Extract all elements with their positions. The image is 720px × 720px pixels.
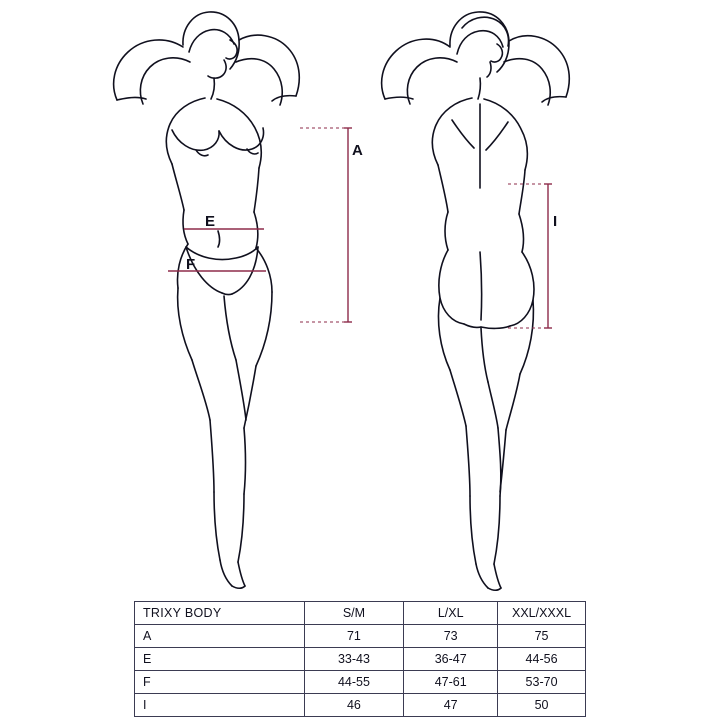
size-table <box>134 601 586 717</box>
cell-e-lxl: 36-47 <box>404 648 498 671</box>
measurement-label-i: I <box>553 213 558 230</box>
cell-e-sm: 33-43 <box>304 648 404 671</box>
table-header-product: TRIXY BODY <box>135 602 305 625</box>
cell-i-xxl: 50 <box>498 694 586 717</box>
cell-i-sm: 46 <box>304 694 404 717</box>
row-label-a: A <box>135 625 305 648</box>
cell-f-lxl: 47-61 <box>404 671 498 694</box>
table-row <box>135 648 586 671</box>
guide-lines-back <box>508 184 552 328</box>
guide-lines-front <box>168 128 352 322</box>
cell-f-xxl: 53-70 <box>498 671 586 694</box>
table-header-row <box>135 602 586 625</box>
table-row <box>135 625 586 648</box>
front-figure <box>114 12 300 588</box>
cell-f-sm: 44-55 <box>304 671 404 694</box>
row-label-f: F <box>135 671 305 694</box>
table-header-size-sm: S/M <box>304 602 404 625</box>
back-figure <box>382 12 570 590</box>
cell-i-lxl: 47 <box>404 694 498 717</box>
measurement-label-f: F <box>186 256 196 273</box>
measurement-label-e: E <box>205 213 216 230</box>
table-header-size-xxl: XXL/XXXL <box>498 602 586 625</box>
cell-a-sm: 71 <box>304 625 404 648</box>
table-row <box>135 671 586 694</box>
row-label-i: I <box>135 694 305 717</box>
table-row <box>135 694 586 717</box>
cell-e-xxl: 44-56 <box>498 648 586 671</box>
cell-a-lxl: 73 <box>404 625 498 648</box>
row-label-e: E <box>135 648 305 671</box>
table-header-size-lxl: L/XL <box>404 602 498 625</box>
measurement-label-a: A <box>352 142 364 159</box>
cell-a-xxl: 75 <box>498 625 586 648</box>
